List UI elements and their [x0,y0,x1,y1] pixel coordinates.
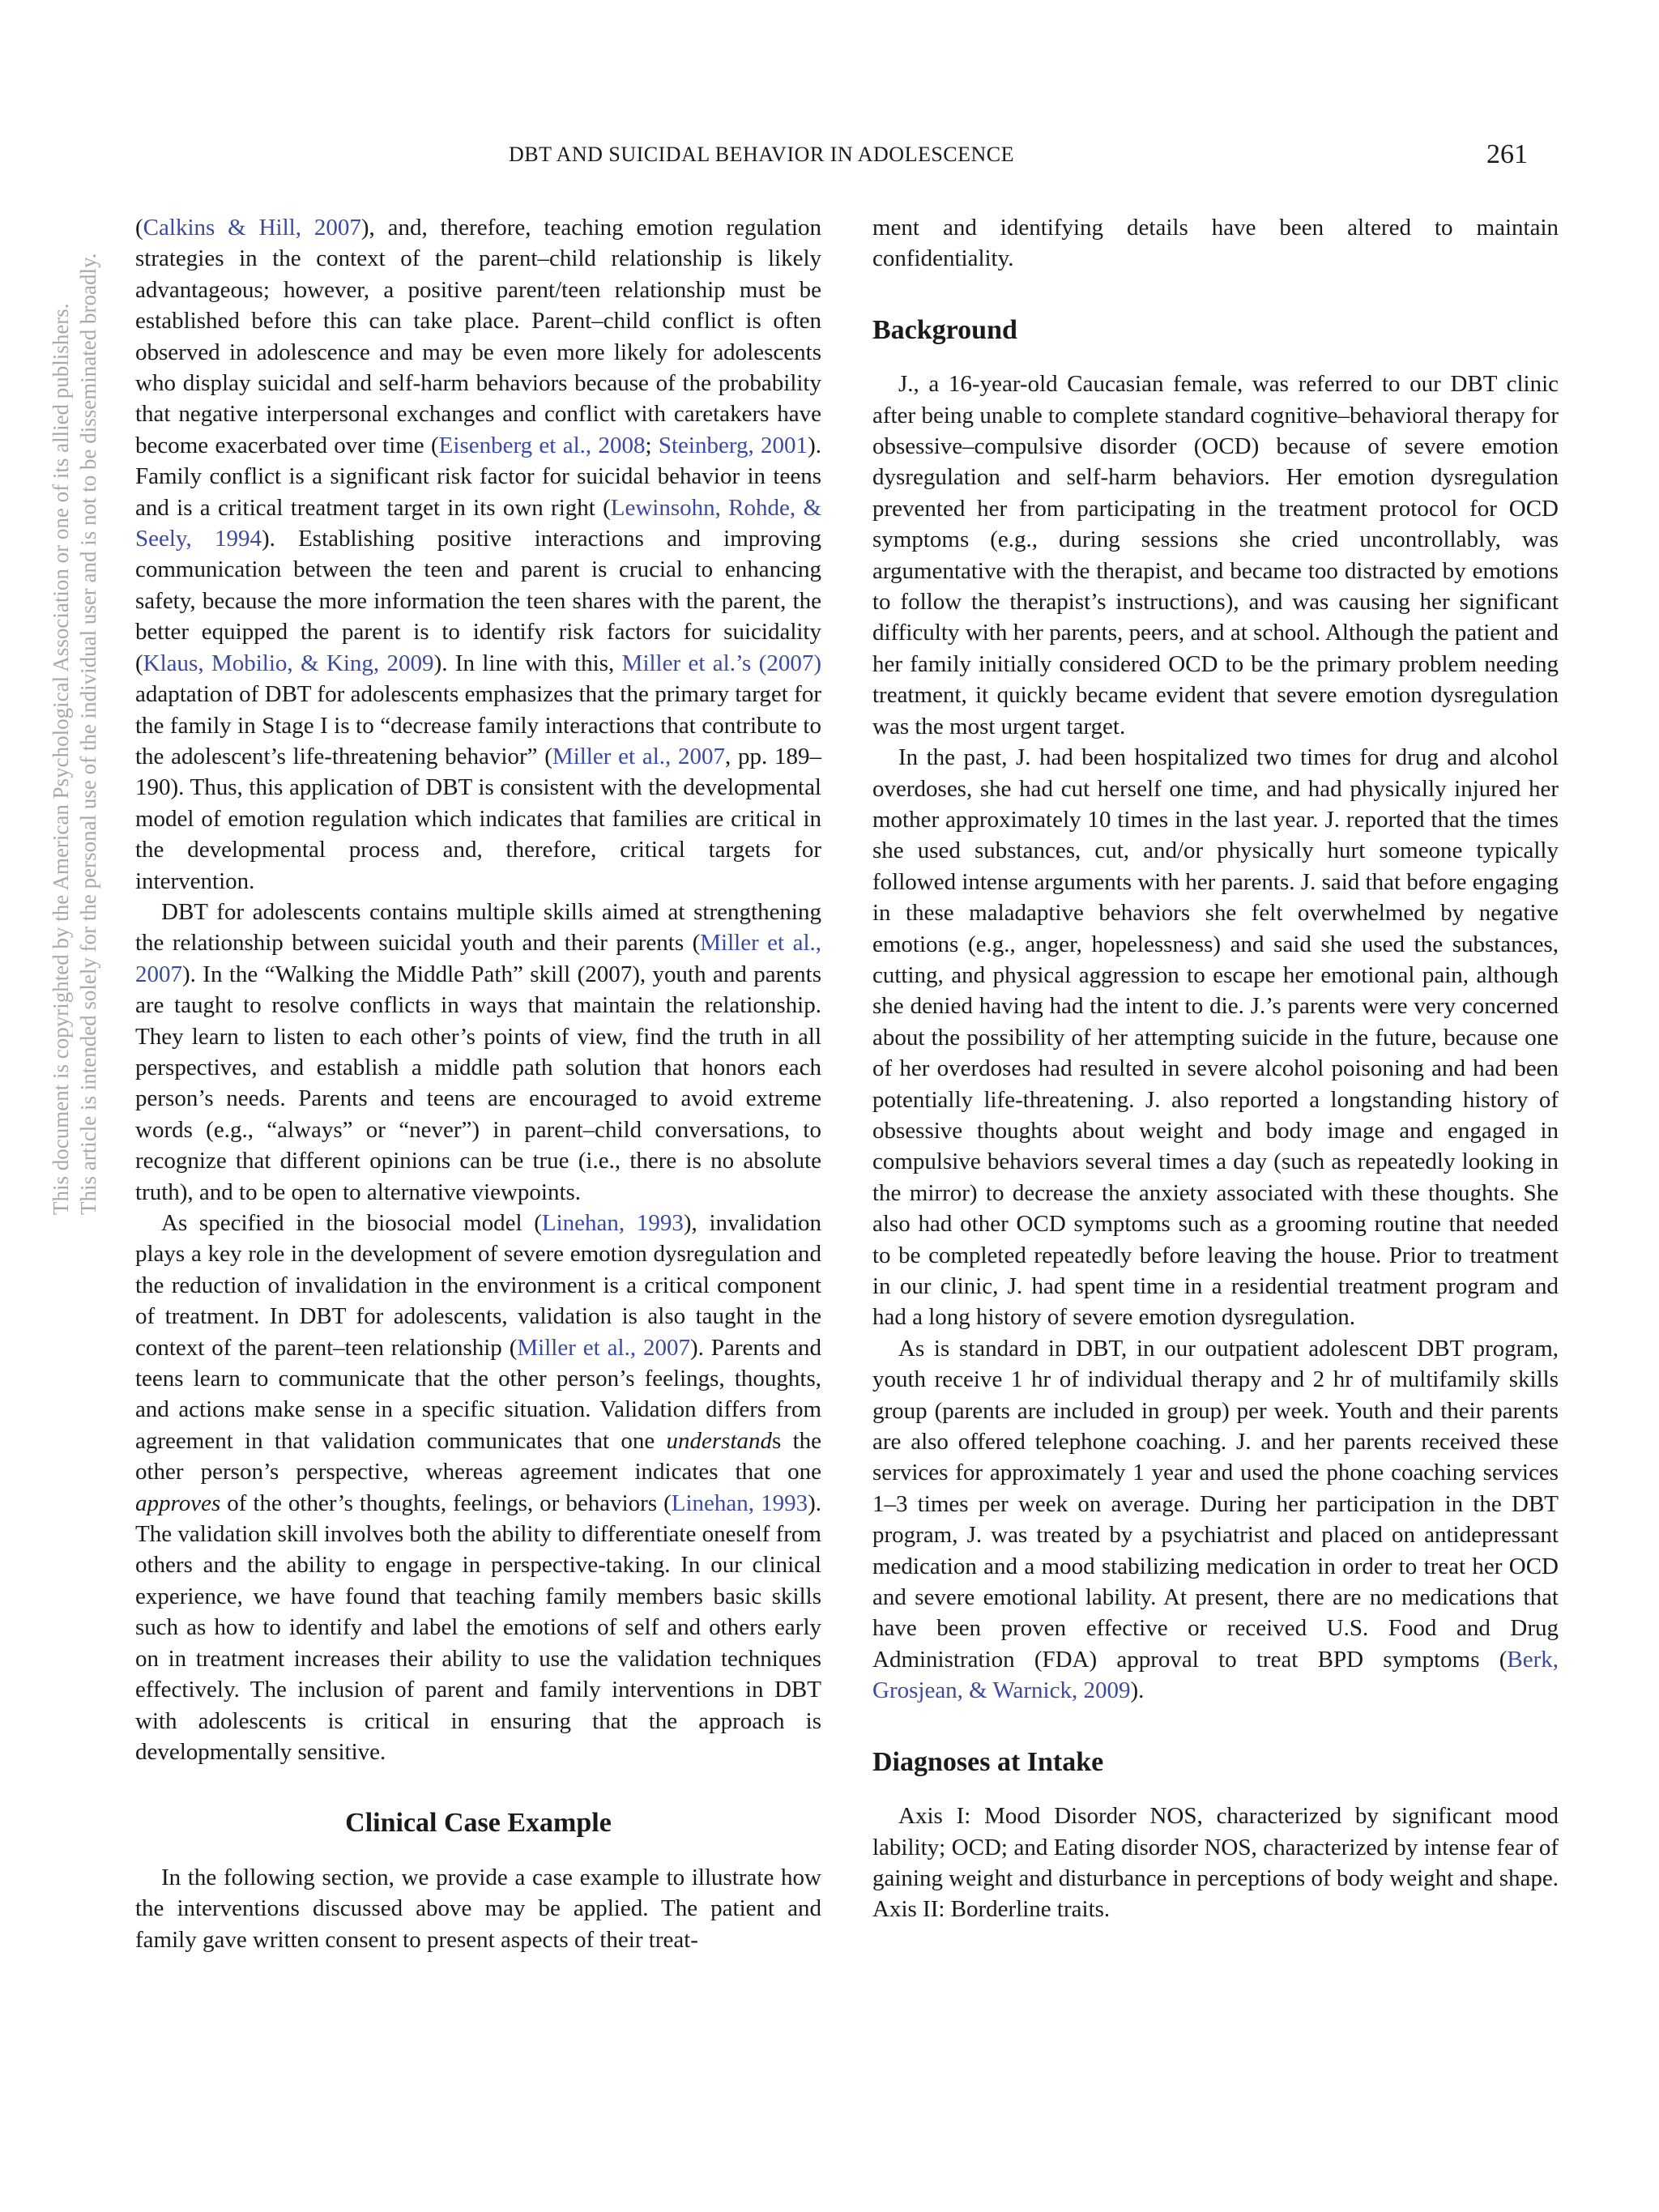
section-heading-background: Background [872,314,1017,345]
text-run: ). In the “Walking the Middle Path” skill (2007), youth and parents are taught to resolve conflicts in ways that maintain the relationship. They learn to listen to each other’s points of view, find the truth in all perspectives, and establish a middle path solution that honors each person’s needs. Parents and teens are encouraged to avoid extreme words (e.g., “always” or “never”) in parent–child conversations, to recognize that different opinions can be true (i.e., there is no absolute truth), and to be open to alternative viewpoints. [135,961,821,1205]
citation-link[interactable]: Linehan, 1993 [671,1490,808,1516]
text-run: In the past, J. had been hospitalized two times for drug and alcohol overdoses, she had cut herself one time, and had physically injured her mother approximately 10 times in the last year. J. reported that the times she used substances, cut, and/or physically hurt someone typically followed intense arguments with her parents. J. said that before engaging in these maladaptive behaviors she felt overwhelmed by negative emotions (e.g., anger, hopelessness) and said she used the substances, cutting, and physical aggression to escape her emotional pain, although she denied having had the intent to die. J.’s parents were very concerned about the possibility of her attempting suicide in the future, because one of her overdoses had resulted in severe alcohol poisoning and had been potentially life-threatening. J. also reported a longstanding history of obsessive thoughts about weight and body image and engaged in compulsive behaviors several times a day (such as repeatedly looking in the mirror) to decrease the anxiety associated with these thoughts. She also had other OCD symptoms such as a grooming routine that needed to be completed repeatedly before leaving the house. Prior to treatment in our clinic, J. had spent time in a residential treatment program and had a long history of severe emotion dysregulation. [872,744,1559,1331]
citation-link[interactable]: Linehan, 1993 [541,1210,684,1236]
text-run: In the following section, we provide a case example to illustrate how the interventions discussed above may be applied. The patient and family gave written consent to present aspects of their treat- [135,1864,821,1953]
text-run: Axis I: Mood Disorder NOS, characterized by significant mood lability; OCD; and Eating disorder NOS, characterized by intense fear of gaining weight and disturbance in perceptions of body weight and shape. Axis II: Borderline traits. [872,1803,1559,1923]
text-run: ). [1130,1677,1145,1704]
citation-link[interactable]: Eisenberg et al., 2008 [438,432,646,458]
paragraph [872,369,1559,742]
citation-link[interactable]: Miller et al., 2007 [135,930,821,987]
text-run: As is standard in DBT, in our outpatient adolescent DBT program, youth receive 1 hr of individual therapy and 2 hr of multifamily skills group (parents are included in group) per week. Youth and their parents are also offered telephone coaching. J. and her parents received these services for approximately 1 year and used the phone coaching services 1–3 times per week on average. During her participation in the DBT program, J. was treated by a psychiatrist and placed on antidepressant medication and a mood stabilizing medication in order to treat her OCD and severe emotional lability. At present, there are no medications that have been proven effective or received U.S. Food and Drug Administration (FDA) approval to treat BPD symptoms ( [872,1335,1559,1673]
copyright-watermark [47,254,102,1215]
section-heading-diagnoses: Diagnoses at Intake [872,1746,1104,1777]
emphasis: approves [135,1490,221,1516]
paragraph [135,1862,821,1955]
text-run: ). Establishing positive interactions and improving communication between the teen and parent is crucial to enhancing safety, because the more information the teen shares with the parent, the better equipped the parent is to identify risk factors for suicidality ( [135,526,822,676]
text-run: ), invalidation plays a key role in the development of severe emotion dysregulation and the reduction of invalidation in the environment is a critical component of treatment. In DBT for adolescents, validation is also taught in the context of the parent–teen relationship ( [135,1210,822,1361]
text-run: , pp. 189–190). Thus, this application of DBT is consistent with the developmental model of emotion regulation which indicates that families are critical in the developmental process and, therefore, critical targets for intervention. [135,743,822,894]
text-run: adaptation of DBT for adolescents emphasizes that the primary target for the family in Stage I is to “decrease family interactions that contribute to the adolescent’s life-threatening behavior” ( [135,681,821,769]
watermark-line-2: This article is intended solely for the personal use of the individual user and is not to be disseminated broadly. [76,253,100,1215]
paragraph [135,212,821,897]
text-run: of the other’s thoughts, feelings, or behaviors ( [220,1490,672,1516]
text-run: ; [645,432,659,458]
citation-link[interactable]: Berk, Grosjean, & Warnick, 2009 [872,1646,1559,1704]
page-number: 261 [1486,139,1528,169]
right-column [872,212,1559,1925]
text-run: ). Family conflict is a significant risk factor for suicidal behavior in teens and is a critical treatment target in its own right ( [135,432,821,521]
section-heading-clinical-case: Clinical Case Example [345,1808,612,1839]
text-run: As specified in the biosocial model ( [161,1210,542,1236]
text-run: ). In line with this, [433,650,622,676]
text-run: ), and, therefore, teaching emotion regulation strategies in the context of the parent–child relationship is likely advantageous; however, a positive parent/teen relationship must be established before this can take place. Parent–child conflict is often observed in adolescence and may be even more likely for adolescents who display suicidal and self-harm behaviors because of the probability that negative interpersonal exchanges and conflict with caretakers have become exacerbated over time ( [135,215,821,458]
text-run: DBT for adolescents contains multiple skills aimed at strengthening the relationship between suicidal youth and their parents ( [135,898,821,957]
citation-link[interactable]: Klaus, Mobilio, & King, 2009 [143,650,434,676]
paragraph [135,897,821,1208]
citation-link[interactable]: Miller et al., 2007 [517,1334,690,1361]
paragraph [872,742,1559,1333]
citation-link[interactable]: Calkins & Hill, 2007 [143,215,361,241]
citation-link[interactable]: Steinberg, 2001 [658,432,808,458]
paragraph [872,1801,1559,1925]
emphasis: understand [666,1427,773,1454]
text-run: J., a 16-year-old Caucasian female, was referred to our DBT clinic after being unable to complete standard cognitive–behavioral therapy for obsessive–compulsive disorder (OCD) because of severe emotion dysregulation and self-harm behaviors. Her emotion dysregulation prevented her from participating in the treatment protocol for OCD symptoms (e.g., during sessions she cried uncontrollably, was argumentative with the therapist, and became too distracted by emotions to follow the therapist’s instructions), and was causing her significant difficulty with her parents, peers, and at school. Although the patient and her family initially considered OCD to be the primary problem needing treatment, it quickly became evident that severe emotion dysregulation was the most urgent target. [872,371,1559,739]
paragraph [872,212,1559,275]
text-run: ). The validation skill involves both the ability to differentiate oneself from others and the ability to engage in perspective-taking. In our clinical experience, we have found that teaching family members basic skills such as how to identify and label the emotions of self and others early on in treatment increases their ability to use the validation techniques effectively. The inclusion of parent and family interventions in DBT with adolescents is critical in ensuring that the approach is developmentally sensitive. [135,1490,821,1765]
text-run: s the other person’s perspective, whereas agreement indicates that one [135,1427,821,1485]
citation-link[interactable]: Lewinsohn, Rohde, & Seely, 1994 [135,494,821,552]
paragraph [135,1208,821,1767]
text-run: ( [135,215,143,241]
citation-link[interactable]: Miller et al.’s (2007) [621,650,822,676]
running-head: DBT AND SUICIDAL BEHAVIOR IN ADOLESCENCE [508,143,1015,166]
left-column [135,212,821,1955]
text-run: ). Parents and teens learn to communicate that the other person’s feelings, thoughts, and actions make sense in a specific situation. Validation differs from agreement in that validation communicates that one [135,1334,821,1454]
text-run: ment and identifying details have been altered to maintain confidentiality. [872,215,1559,272]
paragraph [872,1333,1559,1707]
watermark-line-1: This document is copyrighted by the American Psychological Association or one of its allied publishers. [49,303,73,1215]
citation-link[interactable]: Miller et al., 2007 [552,743,726,769]
